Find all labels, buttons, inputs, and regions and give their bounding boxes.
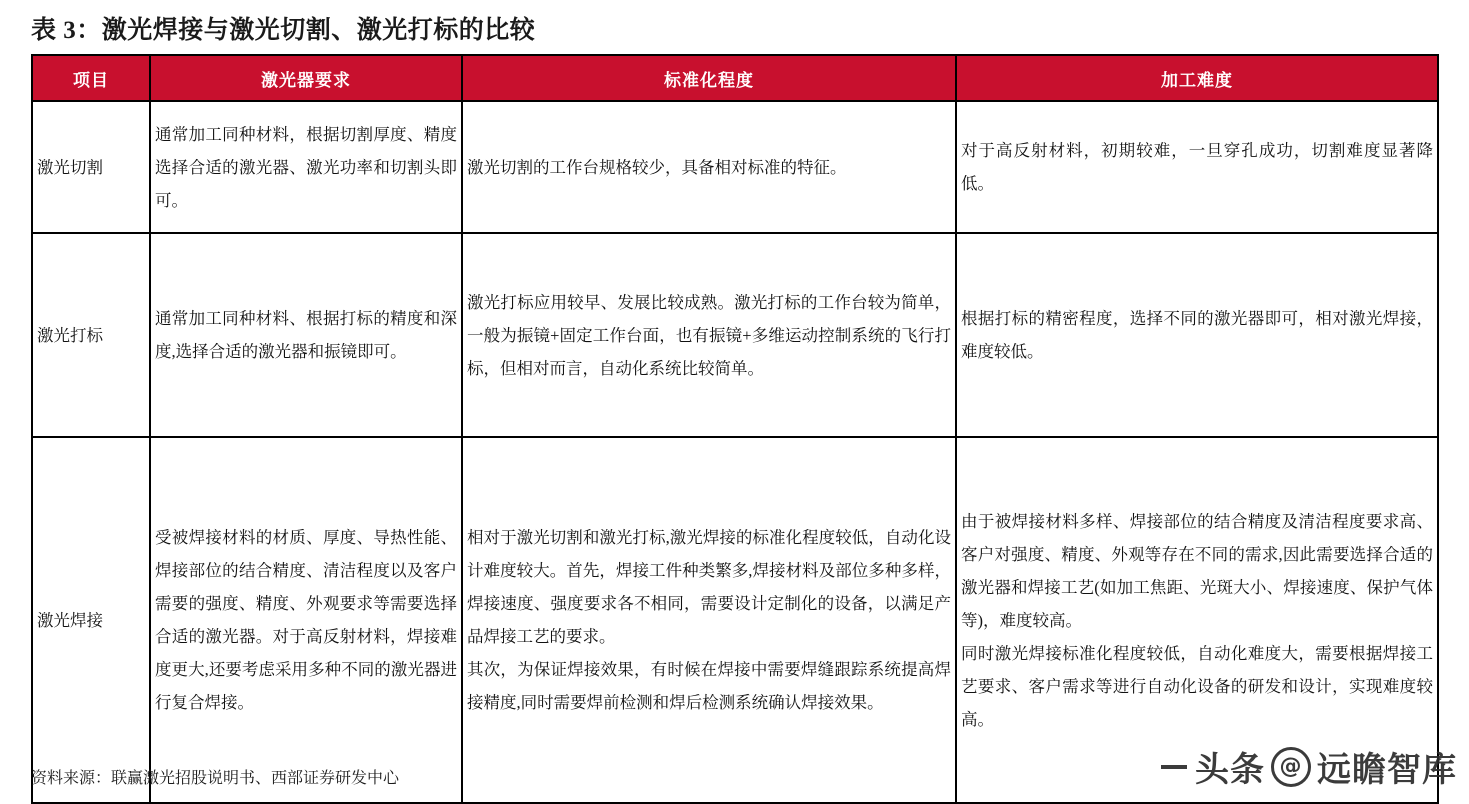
column-header-laser-requirement: 激光器要求 (150, 55, 462, 101)
cell-item-laser-cutting: 激光切割 (32, 101, 150, 233)
table-row (32, 101, 1438, 233)
cell-standardization-marking: 激光打标应用较早、发展比较成熟。激光打标的工作台较为简单，一般为振镜+固定工作台面，也有振镜+多维运动控制系统的飞行打标，但相对而言，自动化系统比较简单。 (462, 233, 956, 437)
at-sign-icon: @ (1271, 747, 1311, 787)
cell-standardization-welding (462, 437, 956, 803)
comparison-table (31, 54, 1439, 804)
table-row (32, 233, 1438, 437)
comparison-table-wrapper (31, 54, 1437, 804)
watermark-brand: 头条 (1195, 750, 1265, 790)
difficulty-welding-paragraph-1: 由于被焊接材料多样、焊接部位的结合精度及清洁程度要求高、客户对强度、精度、外观等存在不同的需求,因此需要选择合适的激光器和焊接工艺(如加工焦距、光斑大小、焊接速度、保护气体等)，难度较高。 (961, 511, 1433, 630)
column-header-item: 项目 (32, 55, 150, 101)
cell-laser-requirement-cutting: 通常加工同种材料，根据切割厚度、精度选择合适的激光器、激光功率和切割头即可。 (150, 101, 462, 233)
standardization-welding-paragraph-1: 相对于激光切割和激光打标,激光焊接的标准化程度较低，自动化设计难度较大。首先，焊接工件种类繁多,焊接材料及部位多种多样，焊接速度、强度要求各不相同，需要设计定制化的设备，以满足产品焊接工艺的要求。 (467, 528, 951, 646)
table-body (32, 101, 1438, 803)
cell-item-laser-welding: 激光焊接 (32, 437, 150, 803)
cell-standardization-cutting: 激光切割的工作台规格较少，具备相对标准的特征。 (462, 101, 956, 233)
watermark-account: 远瞻智库 (1317, 750, 1457, 790)
cell-laser-requirement-marking: 通常加工同种材料、根据打标的精度和深度,选择合适的激光器和振镜即可。 (150, 233, 462, 437)
cell-item-laser-marking: 激光打标 (32, 233, 150, 437)
difficulty-welding-paragraph-2: 同时激光焊接标准化程度较低，自动化难度大，需要根据焊接工艺要求、客户需求等进行自动化设备的研发和设计，实现难度较高。 (961, 643, 1433, 729)
cell-difficulty-cutting: 对于高反射材料，初期较难，一旦穿孔成功，切割难度显著降低。 (956, 101, 1438, 233)
watermark (1161, 742, 1457, 791)
cell-laser-requirement-welding: 受被焊接材料的材质、厚度、导热性能、焊接部位的结合精度、清洁程度以及客户需要的强度、精度、外观要求等需要选择合适的激光器。对于高反射材料，焊接难度更大,还要考虑采用多种不同的激光器进行复合焊接。 (150, 437, 462, 803)
source-note: 资料来源：联赢激光招股说明书、西部证券研发中心 (31, 770, 400, 787)
column-header-difficulty: 加工难度 (956, 55, 1438, 101)
table-header-row (32, 55, 1438, 101)
standardization-welding-paragraph-2: 其次，为保证焊接效果，有时候在焊接中需要焊缝跟踪系统提高焊接精度,同时需要焊前检测和焊后检测系统确认焊接效果。 (467, 660, 951, 712)
table-title: 表 3：激光焊接与激光切割、激光打标的比较 (31, 17, 536, 44)
column-header-standardization: 标准化程度 (462, 55, 956, 101)
watermark-dash-icon (1161, 765, 1187, 769)
cell-difficulty-marking: 根据打标的精密程度，选择不同的激光器即可，相对激光焊接，难度较低。 (956, 233, 1438, 437)
table-header (32, 55, 1438, 101)
